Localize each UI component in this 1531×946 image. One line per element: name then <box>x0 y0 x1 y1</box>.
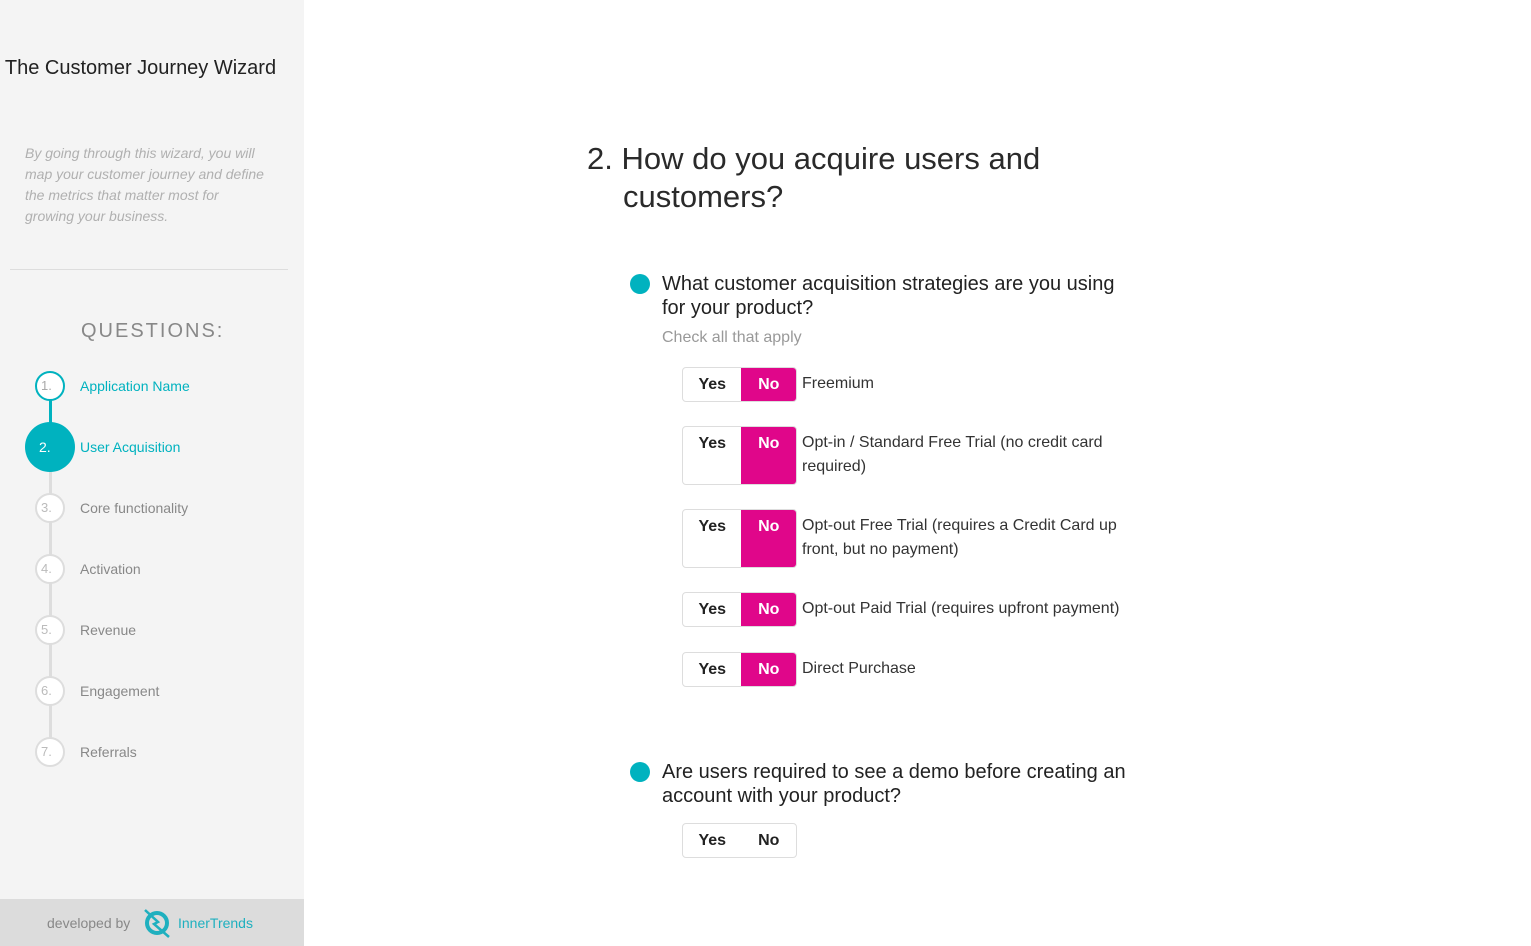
step-activation[interactable] <box>0 554 300 584</box>
step-label: Activation <box>80 561 141 577</box>
option-label: Opt-in / Standard Free Trial (no credit card required) <box>802 434 1103 475</box>
option-label: Direct Purchase <box>802 660 916 677</box>
step-number: 5. <box>35 615 65 645</box>
step-referrals[interactable] <box>0 737 300 767</box>
step-number: 1. <box>35 371 65 401</box>
sidebar <box>0 0 304 946</box>
step-label: Application Name <box>80 378 190 394</box>
wizard-description: By going through this wizard, you will map your customer journey and define the metrics that matter most for growing your business. <box>25 145 264 224</box>
yes-button[interactable]: Yes <box>698 435 727 452</box>
step-revenue[interactable] <box>0 615 300 645</box>
yes-button[interactable]: Yes <box>698 661 727 678</box>
yes-no-toggle[interactable] <box>682 367 797 402</box>
question-hint: Check all that apply <box>662 329 802 346</box>
yes-no-toggle[interactable] <box>682 652 797 687</box>
brand-link[interactable]: InnerTrends <box>178 915 253 931</box>
innertrends-logo-icon <box>142 908 172 938</box>
step-core-functionality[interactable] <box>0 493 300 523</box>
divider <box>10 269 288 270</box>
step-label: Core functionality <box>80 500 189 516</box>
developed-by-text: developed by <box>47 915 131 931</box>
step-application-name[interactable] <box>0 371 300 401</box>
yes-no-toggle[interactable] <box>682 823 797 858</box>
option-label: Opt-out Free Trial (requires a Credit Card up front, but no payment) <box>802 517 1117 558</box>
step-engagement[interactable] <box>0 676 300 706</box>
option-label: Opt-out Paid Trial (requires upfront payment) <box>802 600 1120 617</box>
yes-button[interactable]: Yes <box>698 376 727 393</box>
yes-button[interactable]: Yes <box>698 518 727 535</box>
no-button[interactable]: No <box>741 427 796 484</box>
questions-heading: QUESTIONS: <box>81 320 225 342</box>
question-text: Are users required to see a demo before creating an account with your product? <box>662 761 1126 807</box>
step-label: User Acquisition <box>80 439 181 455</box>
no-button[interactable]: No <box>741 653 796 686</box>
step-number: 2. <box>25 422 75 472</box>
footer <box>0 899 304 946</box>
yes-button[interactable]: Yes <box>698 601 727 618</box>
yes-no-toggle[interactable] <box>682 509 797 568</box>
no-button[interactable]: No <box>741 368 796 401</box>
no-button[interactable]: No <box>758 832 780 849</box>
yes-button[interactable]: Yes <box>698 832 727 849</box>
app-title: The Customer Journey Wizard <box>4 57 277 79</box>
question-bullet-icon <box>630 762 650 782</box>
no-button[interactable]: No <box>741 510 796 567</box>
step-number: 4. <box>35 554 65 584</box>
step-number: 7. <box>35 737 65 767</box>
question-text: What customer acquisition strategies are you using for your product? <box>662 273 1115 319</box>
no-button[interactable]: No <box>741 593 796 626</box>
page-title: 2. How do you acquire users and customers? <box>587 141 1041 214</box>
yes-no-toggle[interactable] <box>682 592 797 627</box>
step-user-acquisition[interactable] <box>0 432 300 462</box>
step-number: 3. <box>35 493 65 523</box>
step-label: Revenue <box>80 622 137 638</box>
yes-no-toggle[interactable] <box>682 426 797 485</box>
step-label: Referrals <box>80 744 137 760</box>
option-label: Freemium <box>802 375 875 392</box>
step-label: Engagement <box>80 683 160 699</box>
step-number: 6. <box>35 676 65 706</box>
question-bullet-icon <box>630 274 650 294</box>
